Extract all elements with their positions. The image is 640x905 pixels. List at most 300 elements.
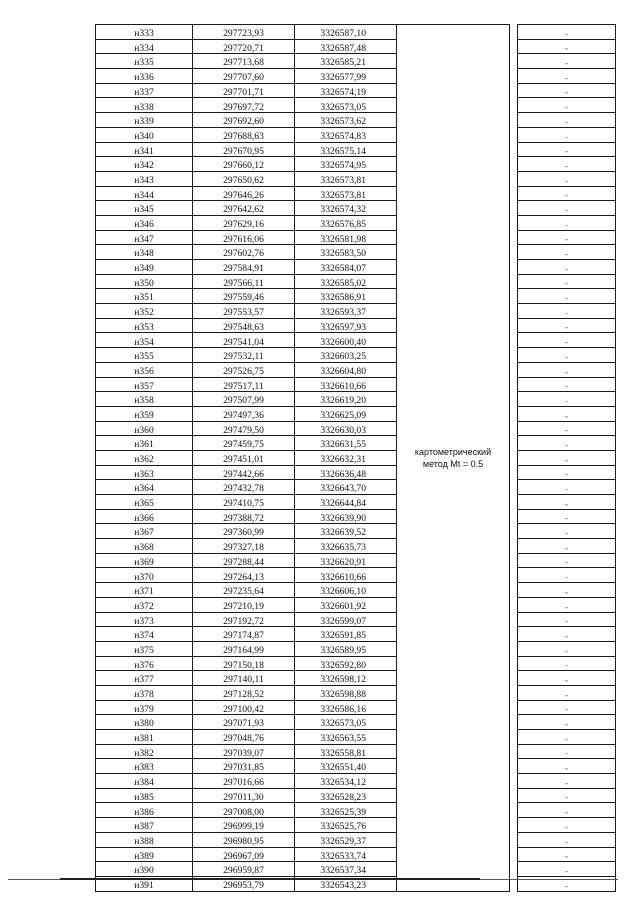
y-coordinate-cell: 3326625,09 xyxy=(295,406,397,421)
y-coordinate-cell: 3326610,66 xyxy=(295,377,397,392)
y-coordinate-cell: 3326591,85 xyxy=(295,627,397,642)
y-coordinate-cell: 3326573,81 xyxy=(295,171,397,186)
empty-value-cell: - xyxy=(518,230,616,245)
empty-value-cell: - xyxy=(518,700,616,715)
table-row xyxy=(96,788,616,803)
x-coordinate-cell: 297048,76 xyxy=(193,730,295,745)
x-coordinate-cell: 297541,04 xyxy=(193,333,295,348)
point-name-cell: н349 xyxy=(96,260,193,275)
point-name-cell: н365 xyxy=(96,495,193,510)
table-row xyxy=(96,377,616,392)
y-coordinate-cell: 3326529,37 xyxy=(295,832,397,847)
point-name-cell: н387 xyxy=(96,818,193,833)
y-coordinate-cell: 3326534,12 xyxy=(295,774,397,789)
point-name-cell: н371 xyxy=(96,583,193,598)
table-row xyxy=(96,597,616,612)
empty-value-cell: - xyxy=(518,186,616,201)
x-coordinate-cell: 297451,01 xyxy=(193,450,295,465)
table-row xyxy=(96,215,616,230)
x-coordinate-cell: 297692,60 xyxy=(193,113,295,128)
empty-value-cell: - xyxy=(518,436,616,451)
point-name-cell: н381 xyxy=(96,730,193,745)
empty-value-cell: - xyxy=(518,304,616,319)
empty-value-cell: - xyxy=(518,69,616,84)
point-name-cell: н374 xyxy=(96,627,193,642)
empty-value-cell: - xyxy=(518,553,616,568)
point-name-cell: н347 xyxy=(96,230,193,245)
x-coordinate-cell: 297031,85 xyxy=(193,759,295,774)
empty-value-cell: - xyxy=(518,685,616,700)
point-name-cell: н388 xyxy=(96,832,193,847)
point-name-cell: н335 xyxy=(96,54,193,69)
y-coordinate-cell: 3326639,52 xyxy=(295,524,397,539)
empty-value-cell: - xyxy=(518,348,616,363)
point-name-cell: н353 xyxy=(96,318,193,333)
x-coordinate-cell: 297688,63 xyxy=(193,127,295,142)
y-coordinate-cell: 3326583,50 xyxy=(295,245,397,260)
y-coordinate-cell: 3326573,62 xyxy=(295,113,397,128)
point-name-cell: н386 xyxy=(96,803,193,818)
point-name-cell: н389 xyxy=(96,847,193,862)
point-name-cell: н363 xyxy=(96,465,193,480)
point-name-cell: н380 xyxy=(96,715,193,730)
point-name-cell: н334 xyxy=(96,39,193,54)
empty-value-cell: - xyxy=(518,333,616,348)
empty-value-cell: - xyxy=(518,568,616,583)
coordinates-table xyxy=(95,24,616,892)
point-name-cell: н358 xyxy=(96,392,193,407)
table-row xyxy=(96,539,616,554)
table-row xyxy=(96,54,616,69)
table-row xyxy=(96,480,616,495)
y-coordinate-cell: 3326635,73 xyxy=(295,539,397,554)
x-coordinate-cell: 297616,06 xyxy=(193,230,295,245)
x-coordinate-cell: 297553,57 xyxy=(193,304,295,319)
empty-value-cell: - xyxy=(518,157,616,172)
empty-value-cell: - xyxy=(518,274,616,289)
x-coordinate-cell: 297210,19 xyxy=(193,597,295,612)
empty-value-cell: - xyxy=(518,583,616,598)
table-row xyxy=(96,553,616,568)
x-coordinate-cell: 296967,09 xyxy=(193,847,295,862)
empty-value-cell: - xyxy=(518,876,616,891)
y-coordinate-cell: 3326584,07 xyxy=(295,260,397,275)
y-coordinate-cell: 3326593,37 xyxy=(295,304,397,319)
table-row xyxy=(96,289,616,304)
y-coordinate-cell: 3326586,16 xyxy=(295,700,397,715)
table-row xyxy=(96,127,616,142)
empty-value-cell: - xyxy=(518,730,616,745)
table-row xyxy=(96,641,616,656)
y-coordinate-cell: 3326600,40 xyxy=(295,333,397,348)
x-coordinate-cell: 297723,93 xyxy=(193,25,295,40)
x-coordinate-cell: 297432,78 xyxy=(193,480,295,495)
table-row xyxy=(96,450,616,465)
empty-value-cell: - xyxy=(518,627,616,642)
point-name-cell: н338 xyxy=(96,98,193,113)
x-coordinate-cell: 297642,62 xyxy=(193,201,295,216)
table-row xyxy=(96,113,616,128)
point-name-cell: н367 xyxy=(96,524,193,539)
x-coordinate-cell: 297559,46 xyxy=(193,289,295,304)
empty-value-cell: - xyxy=(518,524,616,539)
point-name-cell: н382 xyxy=(96,744,193,759)
y-coordinate-cell: 3326586,91 xyxy=(295,289,397,304)
empty-value-cell: - xyxy=(518,641,616,656)
point-name-cell: н368 xyxy=(96,539,193,554)
empty-value-cell: - xyxy=(518,803,616,818)
point-name-cell: н350 xyxy=(96,274,193,289)
point-name-cell: н357 xyxy=(96,377,193,392)
empty-value-cell: - xyxy=(518,25,616,40)
x-coordinate-cell: 297720,71 xyxy=(193,39,295,54)
table-row xyxy=(96,656,616,671)
x-coordinate-cell: 297497,36 xyxy=(193,406,295,421)
point-name-cell: н370 xyxy=(96,568,193,583)
point-name-cell: н351 xyxy=(96,289,193,304)
y-coordinate-cell: 3326636,48 xyxy=(295,465,397,480)
y-coordinate-cell: 3326632,31 xyxy=(295,450,397,465)
x-coordinate-cell: 297507,99 xyxy=(193,392,295,407)
table-row xyxy=(96,730,616,745)
y-coordinate-cell: 3326573,05 xyxy=(295,98,397,113)
y-coordinate-cell: 3326639,90 xyxy=(295,509,397,524)
x-coordinate-cell: 297707,60 xyxy=(193,69,295,84)
point-name-cell: н373 xyxy=(96,612,193,627)
table-row xyxy=(96,436,616,451)
y-coordinate-cell: 3326644,84 xyxy=(295,495,397,510)
x-coordinate-cell: 297650,62 xyxy=(193,171,295,186)
empty-value-cell: - xyxy=(518,260,616,275)
table-row xyxy=(96,69,616,84)
y-coordinate-cell: 3326574,83 xyxy=(295,127,397,142)
point-name-cell: н345 xyxy=(96,201,193,216)
empty-value-cell: - xyxy=(518,744,616,759)
empty-value-cell: - xyxy=(518,201,616,216)
table-row xyxy=(96,157,616,172)
x-coordinate-cell: 297526,75 xyxy=(193,362,295,377)
empty-value-cell: - xyxy=(518,377,616,392)
x-coordinate-cell: 297697,72 xyxy=(193,98,295,113)
y-coordinate-cell: 3326589,95 xyxy=(295,641,397,656)
x-coordinate-cell: 297288,44 xyxy=(193,553,295,568)
y-coordinate-cell: 3326598,88 xyxy=(295,685,397,700)
point-name-cell: н340 xyxy=(96,127,193,142)
y-coordinate-cell: 3326603,25 xyxy=(295,348,397,363)
table-row xyxy=(96,83,616,98)
x-coordinate-cell: 297548,63 xyxy=(193,318,295,333)
y-coordinate-cell: 3326574,32 xyxy=(295,201,397,216)
point-name-cell: н342 xyxy=(96,157,193,172)
empty-value-cell: - xyxy=(518,759,616,774)
empty-value-cell: - xyxy=(518,54,616,69)
table-row xyxy=(96,671,616,686)
table-row xyxy=(96,862,616,877)
point-name-cell: н352 xyxy=(96,304,193,319)
y-coordinate-cell: 3326587,48 xyxy=(295,39,397,54)
table-row xyxy=(96,847,616,862)
point-name-cell: н356 xyxy=(96,362,193,377)
empty-value-cell: - xyxy=(518,406,616,421)
x-coordinate-cell: 297660,12 xyxy=(193,157,295,172)
y-coordinate-cell: 3326587,10 xyxy=(295,25,397,40)
point-name-cell: н391 xyxy=(96,876,193,891)
table-row xyxy=(96,509,616,524)
x-coordinate-cell: 297646,26 xyxy=(193,186,295,201)
y-coordinate-cell: 3326592,80 xyxy=(295,656,397,671)
y-coordinate-cell: 3326573,81 xyxy=(295,186,397,201)
table-row xyxy=(96,465,616,480)
y-coordinate-cell: 3326643,70 xyxy=(295,480,397,495)
point-name-cell: н366 xyxy=(96,509,193,524)
coordinates-table-body xyxy=(96,25,616,892)
y-coordinate-cell: 3326543,23 xyxy=(295,876,397,891)
x-coordinate-cell: 297140,11 xyxy=(193,671,295,686)
empty-value-cell: - xyxy=(518,818,616,833)
table-row xyxy=(96,392,616,407)
empty-value-cell: - xyxy=(518,113,616,128)
table-row xyxy=(96,524,616,539)
x-coordinate-cell: 297235,64 xyxy=(193,583,295,598)
point-name-cell: н369 xyxy=(96,553,193,568)
x-coordinate-cell: 297174,87 xyxy=(193,627,295,642)
y-coordinate-cell: 3326599,07 xyxy=(295,612,397,627)
point-name-cell: н360 xyxy=(96,421,193,436)
table-row xyxy=(96,260,616,275)
x-coordinate-cell: 296980,95 xyxy=(193,832,295,847)
y-coordinate-cell: 3326574,95 xyxy=(295,157,397,172)
empty-value-cell: - xyxy=(518,465,616,480)
empty-value-cell: - xyxy=(518,774,616,789)
empty-value-cell: - xyxy=(518,171,616,186)
point-name-cell: н355 xyxy=(96,348,193,363)
empty-value-cell: - xyxy=(518,715,616,730)
x-coordinate-cell: 297517,11 xyxy=(193,377,295,392)
y-coordinate-cell: 3326597,93 xyxy=(295,318,397,333)
point-name-cell: н384 xyxy=(96,774,193,789)
y-coordinate-cell: 3326610,66 xyxy=(295,568,397,583)
table-row xyxy=(96,744,616,759)
x-coordinate-cell: 297011,30 xyxy=(193,788,295,803)
point-name-cell: н361 xyxy=(96,436,193,451)
table-row xyxy=(96,186,616,201)
point-name-cell: н362 xyxy=(96,450,193,465)
y-coordinate-cell: 3326558,81 xyxy=(295,744,397,759)
method-cell xyxy=(397,25,510,892)
point-name-cell: н343 xyxy=(96,171,193,186)
empty-value-cell: - xyxy=(518,83,616,98)
column-gap xyxy=(510,25,518,892)
y-coordinate-cell: 3326581,98 xyxy=(295,230,397,245)
point-name-cell: н333 xyxy=(96,25,193,40)
y-coordinate-cell: 3326573,05 xyxy=(295,715,397,730)
point-name-cell: н344 xyxy=(96,186,193,201)
table-row xyxy=(96,245,616,260)
point-name-cell: н354 xyxy=(96,333,193,348)
empty-value-cell: - xyxy=(518,656,616,671)
table-row xyxy=(96,627,616,642)
table-row xyxy=(96,612,616,627)
empty-value-cell: - xyxy=(518,392,616,407)
y-coordinate-cell: 3326537,34 xyxy=(295,862,397,877)
x-coordinate-cell: 297442,66 xyxy=(193,465,295,480)
point-name-cell: н359 xyxy=(96,406,193,421)
x-coordinate-cell: 297128,52 xyxy=(193,685,295,700)
point-name-cell: н385 xyxy=(96,788,193,803)
table-row xyxy=(96,818,616,833)
y-coordinate-cell: 3326577,99 xyxy=(295,69,397,84)
empty-value-cell: - xyxy=(518,495,616,510)
x-coordinate-cell: 297192,72 xyxy=(193,612,295,627)
empty-value-cell: - xyxy=(518,832,616,847)
point-name-cell: н372 xyxy=(96,597,193,612)
table-row xyxy=(96,715,616,730)
point-name-cell: н337 xyxy=(96,83,193,98)
y-coordinate-cell: 3326601,92 xyxy=(295,597,397,612)
empty-value-cell: - xyxy=(518,509,616,524)
y-coordinate-cell: 3326606,10 xyxy=(295,583,397,598)
x-coordinate-cell: 297150,18 xyxy=(193,656,295,671)
x-coordinate-cell: 297100,42 xyxy=(193,700,295,715)
y-coordinate-cell: 3326525,76 xyxy=(295,818,397,833)
table-row xyxy=(96,201,616,216)
x-coordinate-cell: 297410,75 xyxy=(193,495,295,510)
x-coordinate-cell: 297584,91 xyxy=(193,260,295,275)
empty-value-cell: - xyxy=(518,127,616,142)
x-coordinate-cell: 297039,07 xyxy=(193,744,295,759)
table-row xyxy=(96,832,616,847)
x-coordinate-cell: 297629,16 xyxy=(193,215,295,230)
point-name-cell: н377 xyxy=(96,671,193,686)
x-coordinate-cell: 296999,19 xyxy=(193,818,295,833)
empty-value-cell: - xyxy=(518,612,616,627)
y-coordinate-cell: 3326620,91 xyxy=(295,553,397,568)
empty-value-cell: - xyxy=(518,539,616,554)
empty-value-cell: - xyxy=(518,142,616,157)
x-coordinate-cell: 297016,66 xyxy=(193,774,295,789)
table-row xyxy=(96,583,616,598)
table-row xyxy=(96,230,616,245)
x-coordinate-cell: 297388,72 xyxy=(193,509,295,524)
table-row xyxy=(96,362,616,377)
empty-value-cell: - xyxy=(518,362,616,377)
y-coordinate-cell: 3326575,14 xyxy=(295,142,397,157)
x-coordinate-cell: 296953,79 xyxy=(193,876,295,891)
point-name-cell: н346 xyxy=(96,215,193,230)
y-coordinate-cell: 3326525,39 xyxy=(295,803,397,818)
x-coordinate-cell: 296959,87 xyxy=(193,862,295,877)
table-row xyxy=(96,700,616,715)
y-coordinate-cell: 3326574,19 xyxy=(295,83,397,98)
table-row xyxy=(96,568,616,583)
empty-value-cell: - xyxy=(518,39,616,54)
x-coordinate-cell: 297264,13 xyxy=(193,568,295,583)
point-name-cell: н390 xyxy=(96,862,193,877)
table-row xyxy=(96,304,616,319)
x-coordinate-cell: 297327,18 xyxy=(193,539,295,554)
empty-value-cell: - xyxy=(518,421,616,436)
empty-value-cell: - xyxy=(518,788,616,803)
point-name-cell: н348 xyxy=(96,245,193,260)
table-row xyxy=(96,98,616,113)
point-name-cell: н376 xyxy=(96,656,193,671)
empty-value-cell: - xyxy=(518,862,616,877)
x-coordinate-cell: 297532,11 xyxy=(193,348,295,363)
y-coordinate-cell: 3326619,20 xyxy=(295,392,397,407)
point-name-cell: н341 xyxy=(96,142,193,157)
x-coordinate-cell: 297479,50 xyxy=(193,421,295,436)
table-row xyxy=(96,759,616,774)
empty-value-cell: - xyxy=(518,671,616,686)
x-coordinate-cell: 297071,93 xyxy=(193,715,295,730)
y-coordinate-cell: 3326528,23 xyxy=(295,788,397,803)
point-name-cell: н383 xyxy=(96,759,193,774)
table-row xyxy=(96,274,616,289)
empty-value-cell: - xyxy=(518,98,616,113)
x-coordinate-cell: 297602,76 xyxy=(193,245,295,260)
point-name-cell: н336 xyxy=(96,69,193,84)
y-coordinate-cell: 3326551,40 xyxy=(295,759,397,774)
point-name-cell: н375 xyxy=(96,641,193,656)
x-coordinate-cell: 297360,99 xyxy=(193,524,295,539)
table-row xyxy=(96,318,616,333)
method-name-text: картометрический xyxy=(414,446,492,457)
x-coordinate-cell: 297566,11 xyxy=(193,274,295,289)
method-accuracy-text: метод Mt = 0.5 xyxy=(422,458,484,469)
x-coordinate-cell: 297008,00 xyxy=(193,803,295,818)
y-coordinate-cell: 3326563,55 xyxy=(295,730,397,745)
table-row xyxy=(96,421,616,436)
table-row xyxy=(96,348,616,363)
bottom-divider-line-thick xyxy=(60,878,480,880)
x-coordinate-cell: 297701,71 xyxy=(193,83,295,98)
y-coordinate-cell: 3326631,55 xyxy=(295,436,397,451)
table-row xyxy=(96,685,616,700)
point-name-cell: н379 xyxy=(96,700,193,715)
empty-value-cell: - xyxy=(518,597,616,612)
table-row xyxy=(96,495,616,510)
x-coordinate-cell: 297459,75 xyxy=(193,436,295,451)
table-row xyxy=(96,406,616,421)
empty-value-cell: - xyxy=(518,289,616,304)
table-row xyxy=(96,774,616,789)
table-row xyxy=(96,803,616,818)
y-coordinate-cell: 3326604,80 xyxy=(295,362,397,377)
empty-value-cell: - xyxy=(518,480,616,495)
point-name-cell: н378 xyxy=(96,685,193,700)
empty-value-cell: - xyxy=(518,847,616,862)
y-coordinate-cell: 3326630,03 xyxy=(295,421,397,436)
empty-value-cell: - xyxy=(518,450,616,465)
table-row xyxy=(96,25,616,40)
y-coordinate-cell: 3326585,02 xyxy=(295,274,397,289)
table-row xyxy=(96,333,616,348)
x-coordinate-cell: 297670,95 xyxy=(193,142,295,157)
x-coordinate-cell: 297164,99 xyxy=(193,641,295,656)
y-coordinate-cell: 3326585,21 xyxy=(295,54,397,69)
empty-value-cell: - xyxy=(518,215,616,230)
point-name-cell: н364 xyxy=(96,480,193,495)
x-coordinate-cell: 297713,68 xyxy=(193,54,295,69)
y-coordinate-cell: 3326533,74 xyxy=(295,847,397,862)
table-row xyxy=(96,39,616,54)
empty-value-cell: - xyxy=(518,245,616,260)
empty-value-cell: - xyxy=(518,318,616,333)
point-name-cell: н339 xyxy=(96,113,193,128)
table-row xyxy=(96,142,616,157)
y-coordinate-cell: 3326598,12 xyxy=(295,671,397,686)
table-row xyxy=(96,171,616,186)
